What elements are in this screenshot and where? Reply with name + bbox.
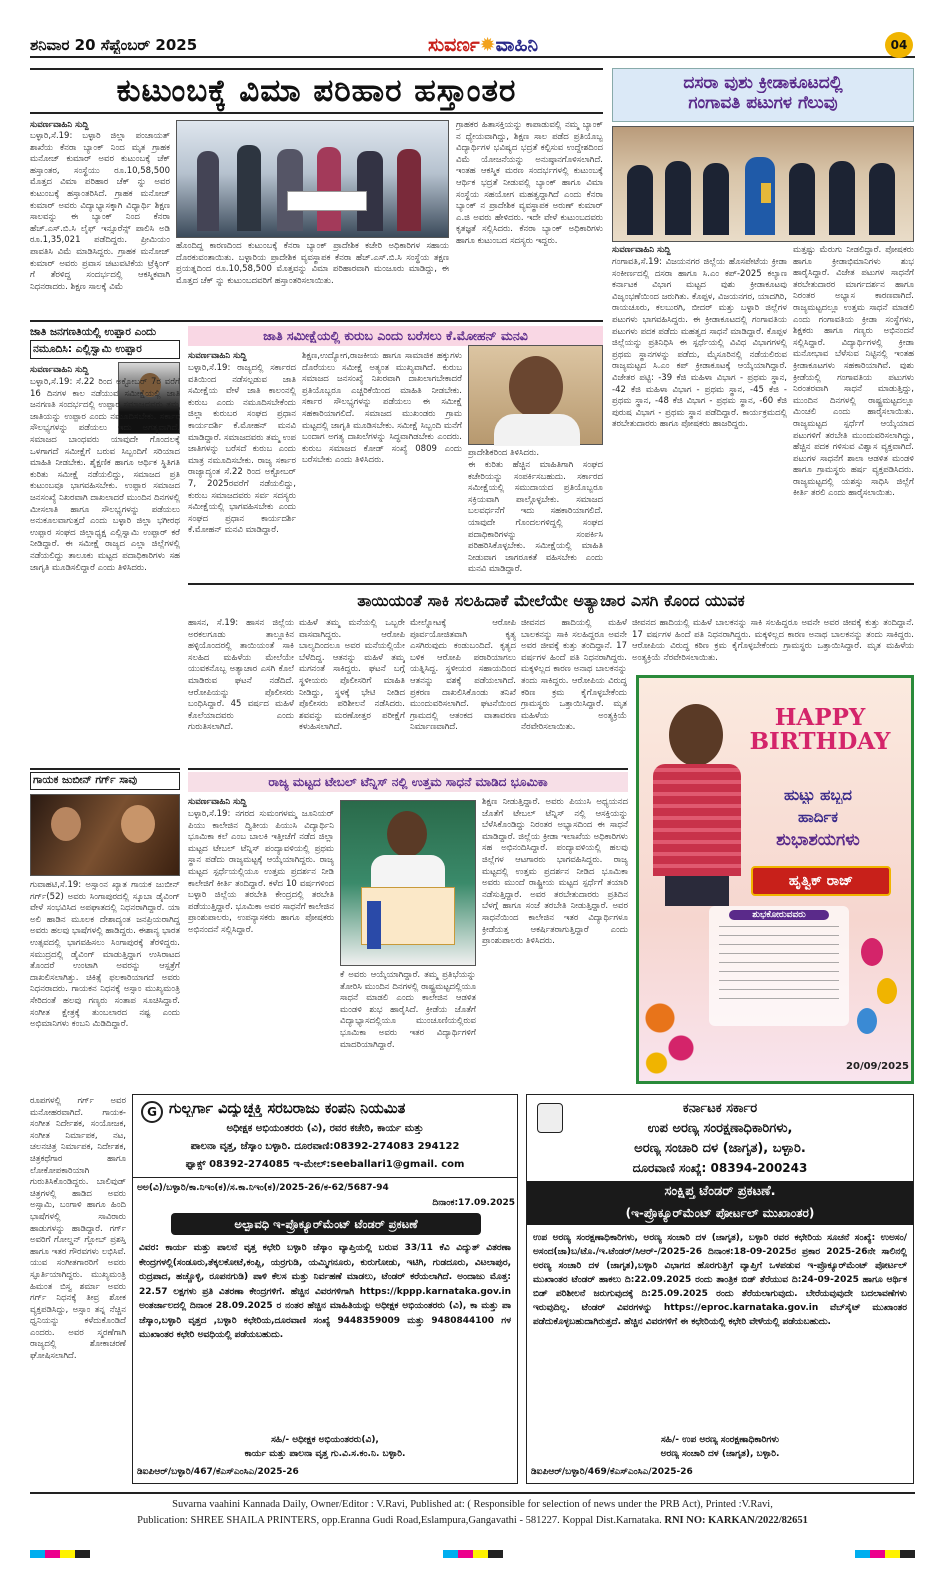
story5-headline: ತಾಯಿಯಂತೆ ಸಾಕಿ ಸಲಹಿದಾಕೆ ಮೇಲೆಯೇ ಅತ್ಯಾಚಾರ ಎಸಗಿ ಕೊಂದ ಯುವಕ <box>357 591 745 610</box>
forest-office-1: ಉಪ ಅರಣ್ಯ ಸಂರಕ್ಷಣಾಧಿಕಾರಿಗಳು, <box>647 1121 793 1136</box>
rni-number: RNI NO: KARKAN/2022/82651 <box>664 1515 808 1526</box>
story2-photo <box>612 126 914 242</box>
paper-logo <box>428 34 538 56</box>
story7-headline-bar <box>188 772 628 792</box>
story6-body-cont: ರೂಪಗಳಲ್ಲಿ ಗರ್ಗ್ ಅವರ ಮನೋಹರವಾಗಿದೆ. ಗಾಯಕ-ಸಂಗೀತ ನಿರ್ದೇಶಕ, ಸಂಯೋಜಕ, ಸಂಗೀತ ನಿರ್ಮಾಪಕ, ನಟ, ಚಲನಚಿತ್ರ ನಿರ್ಮಾಪಕ, ನಿರ್ದೇಶಕ, ಚಿತ್ರಕಥೆಗಾರ ಹಾಗೂ ಲೋಕೋಪಕಾರಿಯಾಗಿ ಗುರುತಿಸಿಕೊಂಡಿದ್ದರು. ಬಾಲಿವುಡ್ ಚಿತ್ರಗಳಲ್ಲಿ ಹಾಡಿದ ಅವರು ಅಸ್ಸಾಮಿ, ಬಂಗಾಳಿ ಹಾಗೂ ಹಿಂದಿ ಭಾಷೆಗಳಲ್ಲಿ ಸಾವಿರಾರು ಹಾಡುಗಳನ್ನು ಹಾಡಿದ್ದಾರೆ. ಗರ್ಗ್ ಅವರಿಗೆ ಗೋಲ್ಡನ್ ಗ್ಲೋಬ್ ಪ್ರಶಸ್ತಿ ಹಾಗೂ ಇತರ ಗೌರವಗಳು ಲಭಿಸಿವೆ. ಯುವ ಸಂಗೀತಗಾರರಿಗೆ ಅವರು ಸ್ಫೂರ್ತಿಯಾಗಿದ್ದರು. ಮುಖ್ಯಮಂತ್ರಿ ಹಿಮಂತ ಬಿಸ್ವ ಶರ್ಮಾ ಅವರು ಗರ್ಗ್ ನಿಧನಕ್ಕೆ ತೀವ್ರ ಶೋಕ ವ್ಯಕ್ತಪಡಿಸಿದ್ದು, ಅಸ್ಸಾಂ ತನ್ನ ನೆಚ್ಚಿನ ಧ್ವನಿಯನ್ನು ಕಳೆದುಕೊಂಡಿದೆ ಎಂದರು. ಅವರ ಸ್ಮರಣೆಗಾಗಿ ರಾಜ್ಯದಲ್ಲಿ ಶೋಕಾಚರಣೆ ಘೋಷಿಸಲಾಗಿದೆ. <box>30 1096 126 1362</box>
story4-photo-caption: ಪ್ರಾದೇಶಿಕರಿಂದ ತಿಳಿಸಿದರು. <box>468 448 540 458</box>
story2-headline-box <box>612 68 914 122</box>
birthday-title: HAPPY BIRTHDAY <box>749 704 891 755</box>
greeting-line-2: ಹಾರ್ದಿಕ <box>798 808 838 826</box>
story6-headline: ಗಾಯಕ ಜುಬೀನ್ ಗರ್ಗ್ ಸಾವು <box>33 774 138 786</box>
imprint-line-1: Suvarna vaahini Kannada Daily, Owner/Editor : V.Ravi, Published at: ( Responsible for selection of news under the PRB Act), Printed :V.Ravi, <box>172 1499 773 1510</box>
story5-headline-bar <box>188 588 914 614</box>
story7-headline: ರಾಜ್ಯ ಮಟ್ಟದ ಟೇಬಲ್ ಟೆನ್ನಿಸ್ ನಲ್ಲಿ ಉತ್ತಮ ಸಾಧನೆ ಮಾಡಿದ ಭೂಮಿಕಾ <box>268 775 548 789</box>
gescom-dipr: ಡಿಐಪಿಆರ್/ಬಳ್ಳಾರಿ/467/ಕೆಎಸ್ಎಂಸಿಎ/2025-26 <box>137 1467 299 1477</box>
story2-dateline: ಸುವರ್ಣವಾಹಿನಿ ಸುದ್ದಿ <box>612 245 671 255</box>
story3-dateline: ಸುವರ್ಣವಾಹಿನಿ ಸುದ್ದಿ <box>30 365 89 375</box>
story2-body-b: ಮತ್ತಷ್ಟು ಮೆರುಗು ನೀಡಲಿದ್ದಾರೆ. ಪೋಷಕರು ಹಾಗೂ ಕ್ರೀಡಾಭಿಮಾನಿಗಳು ಶುಭ ಹಾರೈಸಿದ್ದಾರೆ. ವಿಜೇತ ಪಟುಗಳ ಸಾಧನೆಗೆ ತರಬೇತುದಾರರ ಮಾರ್ಗದರ್ಶನ ಹಾಗೂ ನಿರಂತರ ಅಭ್ಯಾಸ ಕಾರಣವಾಗಿದೆ. ರಾಜ್ಯಮಟ್ಟದಲ್ಲೂ ಉತ್ತಮ ಸಾಧನೆ ಮಾಡಲಿ ಎಂದು ಗಂಗಾವತಿಯ ಕ್ರೀಡಾ ಸಂಸ್ಥೆಗಳು, ಶಿಕ್ಷಕರು ಹಾಗೂ ಗಣ್ಯರು ಅಭಿನಂದನೆ ಸಲ್ಲಿಸಿದ್ದಾರೆ. ವಿದ್ಯಾರ್ಥಿಗಳಲ್ಲಿ ಕ್ರೀಡಾ ಮನೋಭಾವ ಬೆಳೆಸುವ ನಿಟ್ಟಿನಲ್ಲಿ ಇಂತಹ ಕ್ರೀಡಾಕೂಟಗಳು ಸಹಕಾರಿಯಾಗಿವೆ. ವುಶು ಕ್ರೀಡೆಯಲ್ಲಿ ಗಂಗಾವತಿಯ ಪಟುಗಳು ನಿರಂತರವಾಗಿ ಸಾಧನೆ ಮಾಡುತ್ತಿದ್ದು, ಮುಂದಿನ ದಿನಗಳಲ್ಲಿ ರಾಷ್ಟ್ರಮಟ್ಟದಲ್ಲೂ ಮಿಂಚಲಿ ಎಂದು ಹಾರೈಸಲಾಯಿತು. ರಾಜ್ಯಮಟ್ಟದ ಸ್ಪರ್ಧೆಗೆ ಆಯ್ಕೆಯಾದ ಪಟುಗಳಿಗೆ ತರಬೇತಿ ಮುಂದುವರಿಸಲಾಗಿದ್ದು, ಹೆಚ್ಚಿನ ಪದಕ ಗಳಿಸುವ ವಿಶ್ವಾಸ ವ್ಯಕ್ತವಾಗಿದೆ. ಪಟುಗಳ ಸಾಧನೆಗೆ ಶಾಲಾ ಆಡಳಿತ ಮಂಡಳಿ ಹಾಗೂ ಗ್ರಾಮಸ್ಥರು ಹರ್ಷ ವ್ಯಕ್ತಪಡಿಸಿದರು. ರಾಜ್ಯಮಟ್ಟದಲ್ಲಿ ಯಶಸ್ಸು ಸಾಧಿಸಿ ಜಿಲ್ಲೆಗೆ ಕೀರ್ತಿ ತರಲಿ ಎಂದು ಹಾರೈಸಲಾಯಿತು. <box>793 245 914 499</box>
story3-headline-2: ನಮೂದಿಸಿ: ಎಲ್ಲಿಸ್ವಾಮಿ ಉಪ್ಪಾರ <box>30 340 180 359</box>
story7-photo <box>340 800 476 966</box>
story1-body-left: ಬಳ್ಳಾರಿ,ಸೆ.19: ಬಳ್ಳಾರಿ ಜಿಲ್ಲಾ ಪಂಚಾಯತ್ ಶಾಖೆಯ ಕೆನರಾ ಬ್ಯಾಂಕ್ ನಿಂದ ಮೃತ ಗ್ರಾಹಕ ಮನೋಜ್ ಕುಮಾರ್ ಅವರ ಕುಟುಂಬಕ್ಕೆ ಚೆಕ್ ಹಸ್ತಾಂತರ, ಸಂಸ್ಥೆಯು ರೂ.10,58,500 ಮೊತ್ತದ ವಿಮಾ ಪರಿಹಾರ ಚೆಕ್ ನ್ನು ಅವರ ಕುಟುಂಬಕ್ಕೆ ಹಸ್ತಾಂತರಿಸಿದೆ. ಗ್ರಾಹಕ ಮನೋಜ್ ಕುಮಾರ್ ಅವರು ವಿದ್ಯಾಭ್ಯಾಸಕ್ಕಾಗಿ ವಿಧ್ಯಾರ್ಥಿ ಶಿಕ್ಷಣ ಸಾಲವನ್ನು ಈ ಬ್ಯಾಂಕ್ ನಿಂದ ಕೆನರಾ ಹೆಚ್.ಎಸ್.ಬಿ.ಸಿ ಲೈಫ್ ಇನ್ಸೂರೆನ್ಸ್ ಪಾಲಿಸಿ ಅಡಿ ರೂ.1,35,021 ಪಡೆದಿದ್ದರು. ಪ್ರೀಮಿಯಂ ಪಾವತಿಸಿ ವಿಮೆ ಮಾಡಿಸಿದ್ದರು. ಗ್ರಾಹಕ ಮನೋಜ್ ಕುಮಾರ್ ಅವರು ಪ್ರವಾಸ ಚಟುವಟಿಕೆಯ ಟ್ರೆಕ್ಕಿಂಗ್ ಗೆ ತೆರಳಿದ್ದ ಸಂದರ್ಭದಲ್ಲಿ ಆಕಸ್ಮಿಕವಾಗಿ ನಿಧನರಾದರು. ಶಿಕ್ಷಣ ಸಾಲಕ್ಕೆ ವಿಮೆ <box>30 131 170 292</box>
story5-body-b: ಮಹಿಳೆ ತಮ್ಮ ಮನೆಯಲ್ಲಿ ಒಬ್ಬರೇ ವಾಸವಾಗಿದ್ದರು. ಆರೋಪಿ ಬಾಲ್ಯದಿಂದಲೂ ಅವರ ಮನೆಯಲ್ಲಿಯೇ ಬೆಳೆದಿದ್ದ. ಆತನನ್ನು ಮಹಿಳೆ ತಮ್ಮ ಮಗನಂತೆ ಸಾಕಿದ್ದರು. ಘಟನೆ ಬಗ್ಗೆ ಸ್ಥಳೀಯರು ಪೊಲೀಸರಿಗೆ ಮಾಹಿತಿ ನೀಡಿದ್ದು, ಸ್ಥಳಕ್ಕೆ ಭೇಟಿ ನೀಡಿದ ಪೊಲೀಸರು ಪರಿಶೀಲನೆ ನಡೆಸಿದರು. ಶವವನ್ನು ಮರಣೋತ್ತರ ಪರೀಕ್ಷೆಗೆ ಕಳುಹಿಸಲಾಗಿದೆ. <box>299 618 405 733</box>
story6-body: ಗುವಾಹಟಿ,ಸೆ.19: ಅಸ್ಸಾಂನ ಖ್ಯಾತ ಗಾಯಕ ಜುಬೀನ್ ಗರ್ಗ್(52) ಅವರು ಸಿಂಗಾಪುರದಲ್ಲಿ ಸ್ಕೂಬಾ ಡೈವಿಂಗ್ ವೇಳೆ ಸಂಭವಿಸಿದ ಅಪಘಾತದಲ್ಲಿ ನಿಧನರಾಗಿದ್ದಾರೆ. ಯಾ ಅಲಿ ಹಾಡಿನ ಮೂಲಕ ದೇಶಾದ್ಯಂತ ಜನಪ್ರಿಯರಾಗಿದ್ದ ಅವರು ಹಲವು ಭಾಷೆಗಳಲ್ಲಿ ಹಾಡಿದ್ದರು. ಈಶಾನ್ಯ ಭಾರತ ಉತ್ಸವದಲ್ಲಿ ಭಾಗವಹಿಸಲು ಸಿಂಗಾಪುರಕ್ಕೆ ತೆರಳಿದ್ದರು. ಸಮುದ್ರದಲ್ಲಿ ಡೈವಿಂಗ್ ಮಾಡುತ್ತಿದ್ದಾಗ ಉಸಿರಾಟದ ತೊಂದರೆ ಉಂಟಾಗಿ ಅವರನ್ನು ಆಸ್ಪತ್ರೆಗೆ ದಾಖಲಿಸಲಾಗಿತ್ತು. ಚಿಕಿತ್ಸೆ ಫಲಕಾರಿಯಾಗದೆ ಅವರು ನಿಧನರಾದರು. ಗಾಯಕನ ನಿಧನಕ್ಕೆ ಅಸ್ಸಾಂ ಮುಖ್ಯಮಂತ್ರಿ ಸೇರಿದಂತೆ ಹಲವು ಗಣ್ಯರು ಸಂತಾಪ ಸೂಚಿಸಿದ್ದಾರೆ. ಸಂಗೀತ ಕ್ಷೇತ್ರಕ್ಕೆ ತುಂಬಲಾರದ ನಷ್ಟ ಎಂದು ಅಭಿಮಾನಿಗಳು ಕಂಬನಿ ಮಿಡಿದಿದ್ದಾರೆ. <box>30 880 180 1030</box>
name-banner <box>751 866 891 896</box>
imprint <box>30 1497 915 1537</box>
story7-body-b: ಕೆ ಅವರು ಆಯ್ಕೆಯಾಗಿದ್ದಾರೆ. ತಮ್ಮ ಪ್ರತಿಭೆಯನ್ನು ತೋರಿಸಿ ಮುಂದಿನ ದಿನಗಳಲ್ಲಿ ರಾಷ್ಟ್ರಮಟ್ಟದಲ್ಲಿಯೂ ಸಾಧನೆ ಮಾಡಲಿ ಎಂದು ಕಾಲೇಜಿನ ಆಡಳಿತ ಮಂಡಳಿ ಶುಭ ಹಾರೈಸಿದೆ. ಕ್ರೀಡೆಯ ಜೊತೆಗೆ ವಿದ್ಯಾಭ್ಯಾಸದಲ್ಲಿಯೂ ಮುಂಚೂಣಿಯಲ್ಲಿರುವ ಭೂಮಿಕಾ ಅವರು ಇತರ ವಿದ್ಯಾರ್ಥಿಗಳಿಗೆ ಮಾದರಿಯಾಗಿದ್ದಾರೆ. <box>340 970 476 1050</box>
story7-dateline: ಸುವರ್ಣವಾಹಿನಿ ಸುದ್ದಿ <box>188 797 247 807</box>
forest-body: ಉಪ ಅರಣ್ಯ ಸಂರಕ್ಷಣಾಧಿಕಾರಿಗಳು, ಅರಣ್ಯ ಸಂಚಾರಿ ದಳ (ಜಾಗೃತ), ಬಳ್ಳಾರಿ ರವರ ಕಛೇರಿಯ ಸೂಚನೆ ಸಂಖ್ಯೆ: ಉಅಸಂ/ಅಸಂದ(ಜಾ)ಬ/ಟೊ./ಇ.ಟೆಂಡರ್/ಸಿಆರ್-/2025-26 ದಿನಾಂಕ:18-09-2025ರ ಪ್ರಕಾರ 2025-26ನೇ ಸಾಲಿನಲ್ಲಿ ಅರಣ್ಯ ಸಂಚಾರಿ ದಳ (ಜಾಗೃತ),ಬಳ್ಳಾರಿ ವಿಭಾಗದ ಹೊರಗುತ್ತಿಗೆ ವ್ಯಾಪ್ತಿಗೆ ಒಳಪಡುವ ಇ-ಪ್ರೊಕ್ಯೂರ್‌ಮೆಂಟ್ ಪೋರ್ಟಲ್ ಮುಖಾಂತರ ಟೆಂಡರ್ ಹಾಕಲು ದಿ:22.09.2025 ರಂದು ತಾಂತ್ರಿಕ ಬಿಡ್ ತೆರೆಯುವ ದಿ:24-09-2025 ಹಾಗೂ ಆರ್ಥಿಕ ಬಿಡ್ ಪರಿಶೀಲನೆ ಜರುಗುವುದಕ್ಕೆ ದಿ:25.09.2025 ರಂದು ತೆರೆಯಲಾಗುವುದು. ಬೇರೆಯವುವುದೇ ಬದಲಾವಣೆಗಳು ಇರುವುದಿಲ್ಲ. ಟೆಂಡರ್ ವಿವರಗಳನ್ನು https://eproc.karnataka.gov.in ವೆಬ್‌ಸೈಟ್ ಮುಖಾಂತರ ಪಡೆದುಕೊಳ್ಳಬಹುದಾಗಿರುತ್ತದೆ. ಹೆಚ್ಚಿನ ವಿವರಗಳಿಗೆ ಈ ಕಛೇರಿಯಲ್ಲಿ ಕಛೇರಿ ವೇಳೆಯಲ್ಲಿ ಪಡೆಯಬಹುದು. <box>533 1233 907 1327</box>
flame-icon: ✹ <box>479 34 496 56</box>
gescom-body: ವಿವರ: ಕಾರ್ಯ ಮತ್ತು ಪಾಲನೆ ವೃತ್ತ ಕಛೇರಿ ಬಳ್ಳಾರಿ ಜೆಸ್ಕಾಂ ವ್ಯಾಪ್ತಿಯಲ್ಲಿ ಬರುವ 33/11 ಕೆವಿ ವಿದ್ಯುತ್ ವಿತರಣಾ ಕೇಂದ್ರಗಳಲ್ಲಿ(ಸಂಡೂರು,ತೆಕ್ಕಲಕೋಟೆ,ಕಂಪ್ಲಿ, ಯರ್ರಗುಡಿ, ಯಮ್ಮಿಗನೂರು, ಕುರುಗೋಡು, ಇಟಿಗಿ, ಗುಡದೂರು, ವಿಟಲಾಪುರ, ರುದ್ರಪಾದ, ಹಚ್ಚೊಳ್ಳಿ, ರೂಪನಗುಡಿ) ಪಾಳಿ ಕೆಲಸ ಮತ್ತು ನಿರ್ವಹಣೆ ಮಾಡಲು, ಟೆಂಡರ್ ಕರೆಯಲಾಗಿದೆ. ಅಂದಾಜು ಮೊತ್ತ: 22.57 ಲಕ್ಷಗಳು ಪ್ರತಿ ವಿತರಣಾ ಕೇಂದ್ರಗಳಿಗೆ. ಹೆಚ್ಚಿನ ವಿವರಗಳಿಗಾಗಿ https://kppp.karnataka.gov.in ಅಂತರ್ಜಾಲದಲ್ಲಿ ದಿನಾಂಕ 28.09.2025 ರ ನಂತರ ಹೆಚ್ಚಿನ ಮಾಹಿತಿಯನ್ನು ಅಧೀಕ್ಷಕ ಅಭಿಯಂತರರು (ವಿ), ಕಾ ಮತ್ತು ಪಾ ಜೆಸ್ಕಾಂ,ಬಳ್ಳಾರಿ ವೃತ್ತದ ,ಬಳ್ಳಾರಿ ಕಛೇರಿಯ,ದೂರವಾಣಿ ಸಂಖ್ಯೆ 9448359009 ಮತ್ತು 9480844100 ಗಳ ಮುಖಾಂತರ ಕಛೇರಿ ಅವಧಿಯಲ್ಲಿ ಪಡೆಯಬಹುದು. <box>139 1243 511 1340</box>
gescom-signature-1: ಸಹಿ/- ಅಧೀಕ್ಷಕ ಅಭಿಯಂತರರು(ವಿ), <box>271 1435 379 1445</box>
paper-name-1: ಸುವರ್ಣ <box>428 34 480 56</box>
forest-signature-2: ಅರಣ್ಯ ಸಂಚಾರಿ ದಳ (ಜಾಗೃತ), ಬಳ್ಳಾರಿ. <box>660 1449 780 1459</box>
story1-headline: ಕುಟುಂಬಕ್ಕೆ ವಿಮಾ ಪರಿಹಾರ ಹಸ್ತಾಂತರ <box>116 73 517 109</box>
gescom-date: ದಿನಾಂಕ:17.09.2025 <box>432 1198 515 1208</box>
story2-headline-2: ಗಂಗಾವತಿ ಪಟುಗಳ ಗೆಲುವು <box>688 93 838 113</box>
registration-marks <box>30 1550 915 1562</box>
forest-office-2: ಅರಣ್ಯ ಸಂಚಾರಿ ದಳ (ಜಾಗೃತ), ಬಳ್ಳಾರಿ. <box>634 1141 806 1156</box>
divider <box>30 768 180 770</box>
masthead <box>30 34 915 58</box>
balloon-icon <box>861 938 883 966</box>
wishers-label: ಶುಭಕೋರುವವರು <box>729 910 829 920</box>
story7-body-a: ಬಳ್ಳಾರಿ,ಸೆ.19: ನಗರದ ಸುಮಂಗಳಮ್ಮ ಜೂನಿಯರ್ ಪಿಯು ಕಾಲೇಜಿನ ದ್ವಿತೀಯ ಪಿಯುಸಿ ವಿದ್ಯಾರ್ಥಿನಿ ಭೂಮಿಕಾ ಕಲೆ ಎಂಬ ಬಾಲಕಿ ಇತ್ತೀಚೆಗೆ ನಡೆದ ಜಿಲ್ಲಾ ಮಟ್ಟದ ಟೇಬಲ್ ಟೆನ್ನಿಸ್ ಪಂದ್ಯಾವಳಿಯಲ್ಲಿ ಪ್ರಥಮ ಸ್ಥಾನ ಪಡೆದು ರಾಜ್ಯಮಟ್ಟಕ್ಕೆ ಆಯ್ಕೆಯಾಗಿದ್ದರು. ರಾಜ್ಯ ಮಟ್ಟದ ಸ್ಪರ್ಧೆಯಲ್ಲಿಯೂ ಉತ್ತಮ ಪ್ರದರ್ಶನ ನೀಡಿ ಕಾಲೇಜಿಗೆ ಕೀರ್ತಿ ತಂದಿದ್ದಾರೆ. ಕಳೆದ 10 ವರ್ಷಗಳಿಂದ ಬಳ್ಳಾರಿ ಜಿಲ್ಲೆಯ ತರಬೇತಿ ಕೇಂದ್ರದಲ್ಲಿ ತರಬೇತಿ ಪಡೆಯುತ್ತಿದ್ದಾರೆ. ಭೂಮಿಕಾ ಅವರ ಸಾಧನೆಗೆ ಕಾಲೇಜಿನ ಪ್ರಾಂಶುಪಾಲರು, ಉಪನ್ಯಾಸಕರು ಹಾಗೂ ಪೋಷಕರು ಅಭಿನಂದನೆ ಸಲ್ಲಿಸಿದ್ದಾರೆ. <box>188 809 334 935</box>
story5-body-a: ಹಾಸನ, ಸೆ.19: ಹಾಸನ ಜಿಲ್ಲೆಯ ಅರಕಲಗೂಡು ತಾಲ್ಲೂಕಿನ ಹಳ್ಳಿಯೊಂದರಲ್ಲಿ ತಾಯಿಯಂತೆ ಸಾಕಿ ಸಲಹಿದ ಮಹಿಳೆಯ ಮೇಲೆಯೇ ಯುವಕನೊಬ್ಬ ಅತ್ಯಾಚಾರ ಎಸಗಿ ಕೊಲೆ ಮಾಡಿರುವ ಘಟನೆ ನಡೆದಿದೆ. ಆರೋಪಿಯನ್ನು ಪೊಲೀಸರು ಬಂಧಿಸಿದ್ದಾರೆ. 45 ವರ್ಷದ ಮಹಿಳೆ ಕೊಲೆಯಾದವರು ಎಂದು ಗುರುತಿಸಲಾಗಿದೆ. <box>188 618 294 733</box>
gescom-ref: ಅಅ(ವಿ)/ಬಳ್ಳಾರಿ/ಕಾ.ನಿಇಂ(ಕ)/ಸ.ಕಾ.ನಿಇಂ(ಕ)/2025-26/ಕ-62/5687-94 <box>137 1183 389 1193</box>
story5-body-e: ಜೀವನದ ಹಾದಿಯಲ್ಲಿ ಮಹಿಳೆ ಬಾಲಕನನ್ನು ಸಾಕಿ ಸಲಹಿದ್ದರೂ ಅವನೇ ಅವರ ಜೀವಕ್ಕೆ ಕುತ್ತು ತಂದಿದ್ದಾನೆ. 17 ವರ್ಷಗಳ ಹಿಂದೆ ಪತಿ ನಿಧನರಾಗಿದ್ದರು. ಮಕ್ಕಳಿಲ್ಲದ ಕಾರಣ ಅನಾಥ ಬಾಲಕನನ್ನು ತಂದು ಸಾಕಿದ್ದರು. ಆರೋಪಿಯ ವಿರುದ್ಧ ಕಠಿಣ ಕ್ರಮ ಕೈಗೊಳ್ಳಬೇಕೆಂದು ಗ್ರಾಮಸ್ಥರು ಒತ್ತಾಯಿಸಿದ್ದಾರೆ. ಮೃತ ಮಹಿಳೆಯ ಅಂತ್ಯಕ್ರಿಯೆ ನೆರವೇರಿಸಲಾಯಿತು. <box>632 618 914 663</box>
gescom-signature-2: ಕಾರ್ಯ ಮತ್ತು ಪಾಲನಾ ವೃತ್ತ ಗು.ವಿ.ಸ.ಕಂ.ನಿ. ಬಳ್ಳಾರಿ. <box>244 1449 406 1459</box>
gescom-office-1: ಅಧೀಕ್ಷಕ ಅಭಿಯಂತರರು (ವಿ), ರವರ ಕಚೇರಿ, ಕಾರ್ಯ ಮತ್ತು <box>226 1123 424 1134</box>
divider <box>188 768 628 770</box>
story1-photo <box>176 120 449 238</box>
story6-photo <box>30 794 180 876</box>
paper-name-2: ವಾಹಿನಿ <box>495 34 539 56</box>
balloon-icon <box>877 978 897 1004</box>
story1-headline-bar <box>30 68 603 114</box>
gescom-contact: ಫ್ಯಾಕ್ಸ್ 08392-274085 ಇ-ಮೇಲ್:seeballari1@gmail. com <box>185 1159 465 1170</box>
story4-photo <box>468 345 603 445</box>
divider <box>188 583 914 585</box>
story4-body-b: ಶಿಕ್ಷಣ,ಉದ್ಯೋಗ,ರಾಜಕೀಯ ಹಾಗೂ ಸಾಮಾಜಿಕ ಹಕ್ಕುಗಳು ದೊರೆಯಲು ಸಮೀಕ್ಷೆ ಅತ್ಯಂತ ಮುಖ್ಯವಾಗಿದೆ. ಕುರುಬ ಸಮಾಜದ ಜನಸಂಖ್ಯೆ ನಿಖರವಾಗಿ ದಾಖಲಾಗಬೇಕಾದರೆ ಪ್ರತಿಯೊಬ್ಬರೂ ಎಚ್ಚರಿಕೆಯಿಂದ ಮಾಹಿತಿ ನೀಡಬೇಕು. ಸರ್ಕಾರ ಸೌಲಭ್ಯಗಳನ್ನು ಪಡೆಯಲು ಈ ಸಮೀಕ್ಷೆ ಸಹಕಾರಿಯಾಗಲಿದೆ. ಸಮಾಜದ ಮುಖಂಡರು ಗ್ರಾಮ ಮಟ್ಟದಲ್ಲಿ ಜಾಗೃತಿ ಮೂಡಿಸಬೇಕು. ಸಮೀಕ್ಷೆ ಸಿಬ್ಬಂದಿ ಮನೆಗೆ ಬಂದಾಗ ಅಗತ್ಯ ದಾಖಲೆಗಳನ್ನು ಸಿದ್ಧವಾಗಿಡಬೇಕು ಎಂದರು. ಕುರುಬ ಸಮಾಜದ ಕೋಡ್ ಸಂಖ್ಯೆ 0809 ಎಂದು ಬರೆಸಬೇಕು ಎಂದು ತಿಳಿಸಿದರು. <box>302 351 462 466</box>
story1-body-right: ಗ್ರಾಹಕರ ಹಿತಾಸಕ್ತಿಯನ್ನು ಕಾಪಾಡುವಲ್ಲಿ ನಮ್ಮ ಬ್ಯಾಂಕ್ ನ ಧ್ಯೇಯವಾಗಿದ್ದು, ಶಿಕ್ಷಣ ಸಾಲ ಪಡೆದ ಪ್ರತಿಯೊಬ್ಬ ವಿದ್ಯಾರ್ಥಿಗಳ ಭವಿಷ್ಯದ ಭದ್ರತೆ ಕಲ್ಪಿಸುವ ಉದ್ದೇಶದಿಂದ ವಿಮೆ ಯೋಜನೆಯನ್ನು ಅನುಷ್ಠಾನಗೊಳಿಸಲಾಗಿದೆ. ಇಂತಹ ಆಕಸ್ಮಿಕ ಮರಣ ಸಂದರ್ಭಗಳಲ್ಲಿ ಕುಟುಂಬಕ್ಕೆ ಆರ್ಥಿಕ ಭದ್ರತೆ ನೀಡುವಲ್ಲಿ ಬ್ಯಾಂಕ್ ಹಾಗೂ ವಿಮಾ ಸಂಸ್ಥೆಯ ಸಹಯೋಗ ಮಹತ್ವದ್ದಾಗಿದೆ ಎಂದು ಕೆನರಾ ಬ್ಯಾಂಕ್ ನ ಪ್ರಾದೇಶಿಕ ವ್ಯವಸ್ಥಾಪಕ ಅರುಣ್ ಕುಮಾರ್ ಎ.ಜಿ ಅವರು ಹೇಳಿದರು. ಇದೇ ವೇಳೆ ಕುಟುಂಬದವರು ಕೃತಜ್ಞತೆ ಸಲ್ಲಿಸಿದರು. ಕೆನರಾ ಬ್ಯಾಂಕ್ ಅಧಿಕಾರಿಗಳು ಹಾಗೂ ಕುಟುಂಬದ ಸದಸ್ಯರು ಇದ್ದರು. <box>456 120 603 246</box>
wishers-box <box>709 906 849 1026</box>
story4-body-c: ಈ ಕುರಿತು ಹೆಚ್ಚಿನ ಮಾಹಿತಿಗಾಗಿ ಸಂಘದ ಕಚೇರಿಯನ್ನು ಸಂಪರ್ಕಿಸಬಹುದು. ಸರ್ಕಾರದ ಸಮೀಕ್ಷೆಯಲ್ಲಿ ಸಮುದಾಯದ ಪ್ರತಿಯೊಬ್ಬರೂ ಸಕ್ರಿಯವಾಗಿ ಪಾಲ್ಗೊಳ್ಳಬೇಕು. ಸಮಾಜದ ಬಲವರ್ಧನೆಗೆ ಇದು ಸಹಕಾರಿಯಾಗಲಿದೆ. ಯಾವುದೇ ಗೊಂದಲಗಳಿದ್ದಲ್ಲಿ ಸಂಘದ ಪದಾಧಿಕಾರಿಗಳನ್ನು ಸಂಪರ್ಕಿಸಿ ಪರಿಹರಿಸಿಕೊಳ್ಳಬೇಕು. ಸಮೀಕ್ಷೆಯಲ್ಲಿ ಮಾಹಿತಿ ನೀಡುವಾಗ ಜಾಗರೂಕತೆ ವಹಿಸಬೇಕು ಎಂದು ಮನವಿ ಮಾಡಿದ್ದಾರೆ. <box>468 460 603 575</box>
flowers <box>639 978 709 1078</box>
child-photo <box>647 698 747 908</box>
issue-date: ಶನಿವಾರ 20 ಸೆಪ್ಟೆಂಬರ್ 2025 <box>30 36 198 54</box>
forest-gov: ಕರ್ನಾಟಕ ಸರ್ಕಾರ <box>682 1101 758 1116</box>
gescom-office-2: ಪಾಲನಾ ವೃತ್ತ, ಜೆಸ್ಕಾಂ ಬಳ್ಳಾರಿ. ದೂರವಾಣಿ:08392-274083 294122 <box>190 1141 460 1152</box>
gescom-tender-ad <box>132 1094 518 1484</box>
forest-banner: ಸಂಕ್ಷಿಪ್ತ ಟೆಂಡರ್ ಪ್ರಕಟಣೆ. (ಇ-ಪ್ರೊಕ್ಯೂರ್‌ಮೆಂಟ್ ಪೋರ್ಟಲ್ ಮುಖಾಂತರ) <box>527 1181 913 1225</box>
story7-body-c: ಶಿಕ್ಷಣ ನೀಡುತ್ತಿದ್ದಾರೆ. ಅವರು ಪಿಯುಸಿ ಅಧ್ಯಯನದ ಜೊತೆಗೆ ಟೇಬಲ್ ಟೆನ್ನಿಸ್ ನಲ್ಲಿ ಆಸಕ್ತಿಯನ್ನು ಬೆಳೆಸಿಕೊಂಡಿದ್ದು ನಿರಂತರ ಅಭ್ಯಾಸದಿಂದ ಈ ಸಾಧನೆ ಮಾಡಿದ್ದಾರೆ. ಜಿಲ್ಲೆಯ ಕ್ರೀಡಾ ಇಲಾಖೆಯ ಅಧಿಕಾರಿಗಳು ಸಹ ಅಭಿನಂದಿಸಿದ್ದಾರೆ. ಪಂದ್ಯಾವಳಿಯಲ್ಲಿ ಹಲವು ಜಿಲ್ಲೆಗಳ ಆಟಗಾರರು ಭಾಗವಹಿಸಿದ್ದರು. ರಾಜ್ಯ ಮಟ್ಟದಲ್ಲಿ ಉತ್ತಮ ಪ್ರದರ್ಶನ ನೀಡಿದ ಭೂಮಿಕಾ ಅವರು ಮುಂದೆ ರಾಷ್ಟ್ರೀಯ ಮಟ್ಟದ ಸ್ಪರ್ಧೆಗೆ ತಯಾರಿ ನಡೆಸುತ್ತಿದ್ದಾರೆ. ಅವರ ತರಬೇತುದಾರರು ಪ್ರತಿದಿನ ಬೆಳಗ್ಗೆ ಹಾಗೂ ಸಂಜೆ ತರಬೇತಿ ನೀಡುತ್ತಿದ್ದಾರೆ. ಅವರ ಸಾಧನೆಯಿಂದ ಕಾಲೇಜಿನ ಇತರ ವಿದ್ಯಾರ್ಥಿಗಳೂ ಕ್ರೀಡೆಯತ್ತ ಆಕರ್ಷಿತರಾಗುತ್ತಿದ್ದಾರೆ ಎಂದು ಪ್ರಾಂಶುಪಾಲರು ತಿಳಿಸಿದರು. <box>482 797 628 947</box>
gescom-logo-icon: G <box>141 1101 163 1123</box>
greeting-line-1: ಹುಟ್ಟು ಹಬ್ಬದ <box>784 786 852 804</box>
birthday-date: 20/09/2025 <box>846 1061 909 1072</box>
divider <box>30 1492 915 1494</box>
forest-dipr: ಡಿಐಪಿಆರ್/ಬಳ್ಳಾರಿ/469/ಕೆಎಸ್ಎಂಸಿಎ/2025-26 <box>531 1467 693 1477</box>
forest-signature-1: ಸಹಿ/- ಉಪ ಅರಣ್ಯ ಸಂರಕ್ಷಣಾಧಿಕಾರಿಗಳು <box>661 1435 779 1445</box>
story2-body-a: ಗಂಗಾವತಿ,ಸೆ.19: ವಿಜಯನಗರ ಜಿಲ್ಲೆಯ ಹೊಸಪೇಟೆಯ ಕ್ರೀಡಾ ಸಂಕೀರ್ಣದಲ್ಲಿ ದಸರಾ ಹಾಗೂ ಸಿ.ಎಂ ಕಪ್-2025 ಕಲ್ಯಾಣ ಕರ್ನಾಟಕ ವಿಭಾಗ ಮಟ್ಟದ ವುಶು ಕ್ರೀಡಾಕೂಟವು ವಿಜೃಂಭಣೆಯಿಂದ ಜರುಗಿತು. ಕೊಪ್ಪಳ, ವಿಜಯನಗರ, ಯಾದಗಿರಿ, ರಾಯಚೂರು, ಕಲಬುರಗಿ, ಬೀದರ್ ಮತ್ತು ಬಳ್ಳಾರಿ ಜಿಲ್ಲೆಗಳ ಪಟುಗಳು ಭಾಗವಹಿಸಿದ್ದರು. ಈ ಕ್ರೀಡಾಕೂಟದಲ್ಲಿ ಗಂಗಾವತಿಯ ಪಟುಗಳು ಪದಕ ಪಡೆದು ಮಹತ್ವದ ಸಾಧನೆ ಮಾಡಿದ್ದಾರೆ. ಕೊಪ್ಪಳ ಜಿಲ್ಲೆಯನ್ನು ಪ್ರತಿನಿಧಿಸಿ ಈ ಸ್ಪರ್ಧೆಯಲ್ಲಿ ವಿವಿಧ ವಿಭಾಗಗಳಲ್ಲಿ ಪ್ರಥಮ ಸ್ಥಾನಗಳನ್ನು ಪಡೆದು, ಮೈಸೂರಿನಲ್ಲಿ ನಡೆಯಲಿರುವ ರಾಜ್ಯಮಟ್ಟದ ಸಿ.ಎಂ ಕಪ್ ಕ್ರೀಡಾಕೂಟಕ್ಕೆ ಆಯ್ಕೆಯಾಗಿದ್ದಾರೆ. ವಿಜೇತರ ಪಟ್ಟಿ: -39 ಕೆಜಿ ಮಹಿಳಾ ವಿಭಾಗ - ಪ್ರಥಮ ಸ್ಥಾನ, -42 ಕೆಜಿ ಮಹಿಳಾ ವಿಭಾಗ - ಪ್ರಥಮ ಸ್ಥಾನ, -45 ಕೆಜಿ - ಪ್ರಥಮ ಸ್ಥಾನ, -48 ಕೆಜಿ ವಿಭಾಗ - ಪ್ರಥಮ ಸ್ಥಾನ, -60 ಕೆಜಿ ಪುರುಷ ವಿಭಾಗ - ಪ್ರಥಮ ಸ್ಥಾನ ಪಡೆದಿದ್ದಾರೆ. ಕಾರ್ಯಕ್ರಮದಲ್ಲಿ ತರಬೇತುದಾರರು ಹಾಗೂ ಪೋಷಕರು ಹಾಜರಿದ್ದರು. <box>612 257 787 430</box>
page-number: 04 <box>885 32 913 58</box>
story2-headline-1: ದಸರಾ ವುಶು ಕ್ರೀಡಾಕೂಟದಲ್ಲಿ <box>683 73 843 93</box>
story3-body: ಬಳ್ಳಾರಿ,ಸೆ.19: ಸೆ.22 ರಿಂದ ಅಕ್ಟೋಬರ್ 7ರ ವರೆಗೆ 16 ದಿನಗಳ ಕಾಲ ನಡೆಯುವ ಸಮೀಕ್ಷೆಯಲ್ಲಿ ಜಾತಿ ಜನಗಣತಿ ಸಂದರ್ಭದಲ್ಲಿ ಉಪ್ಪಾರ ಸಮಾಜದವರು ತಮ್ಮ ಜಾತಿಯನ್ನು ಉಪ್ಪಾರ ಎಂದು ನಮೂದಿಸಬೇಕು. ಸರ್ಕಾರ ಸೌಲಭ್ಯಗಳನ್ನು ಪಡೆಯಲು ಇದು ಅಗತ್ಯವಾಗಿದೆ. ಸಮಾಜದ ಬಾಂಧವರು ಯಾವುದೇ ಗೊಂದಲಕ್ಕೆ ಒಳಗಾಗದೆ ಸಮೀಕ್ಷೆಗೆ ಬರುವ ಸಿಬ್ಬಂದಿಗೆ ಸರಿಯಾದ ಮಾಹಿತಿ ನೀಡಬೇಕು. ಶೈಕ್ಷಣಿಕ ಹಾಗೂ ಆರ್ಥಿಕ ಸ್ಥಿತಿಗತಿ ಕುರಿತು ಸಮೀಕ್ಷೆ ನಡೆಯಲಿದ್ದು, ಸಮಾಜದ ಪ್ರತಿ ಕುಟುಂಬವೂ ಭಾಗವಹಿಸಬೇಕು. ಉಪ್ಪಾರ ಸಮಾಜದ ಜನಸಂಖ್ಯೆ ನಿಖರವಾಗಿ ದಾಖಲಾದರೆ ಮುಂದಿನ ದಿನಗಳಲ್ಲಿ ಮೀಸಲಾತಿ ಹಾಗೂ ಸೌಲಭ್ಯಗಳನ್ನು ಪಡೆಯಲು ಅನುಕೂಲವಾಗುತ್ತದೆ ಎಂದು ಬಳ್ಳಾರಿ ಜಿಲ್ಲಾ ಭಗೀರಥ ಉಪ್ಪಾರ ಸಂಘದ ಜಿಲ್ಲಾಧ್ಯಕ್ಷ ಎಲ್ಲಿಸ್ವಾಮಿ ಉಪ್ಪಾರ್ ಕರೆ ನೀಡಿದ್ದಾರೆ. ಈ ಸಮೀಕ್ಷೆ ರಾಜ್ಯದ ಎಲ್ಲಾ ಜಿಲ್ಲೆಗಳಲ್ಲಿ ನಡೆಯಲಿದ್ದು ತಾಲೂಕು ಮಟ್ಟದ ಪದಾಧಿಕಾರಿಗಳು ಸಹ ಜಾಗೃತಿ ಮೂಡಿಸಲಿದ್ದಾರೆ ಎಂದು ತಿಳಿಸಿದರು. <box>30 377 180 573</box>
story6-headline-box <box>30 772 180 790</box>
story4-body-a: ಬಳ್ಳಾರಿ,ಸೆ.19: ರಾಜ್ಯದಲ್ಲಿ ಸರ್ಕಾರದ ವತಿಯಿಂದ ನಡೆಸಲ್ಪಡುವ ಜಾತಿ ಸಮೀಕ್ಷೆಯ ವೇಳೆ ಜಾತಿ ಕಾಲಂನಲ್ಲಿ ಕುರುಬ ಎಂದು ನಮೂದಿಸಬೇಕೆಂದು ಜಿಲ್ಲಾ ಕುರುಬರ ಸಂಘದ ಪ್ರಧಾನ ಕಾರ್ಯದರ್ಶಿ ಕೆ.ಮೋಹನ್ ಮನವಿ ಮಾಡಿದ್ದಾರೆ. ಸಮಾಜದವರು ತಮ್ಮ ಉಪ ಜಾತಿಗಳನ್ನು ಬರೆಸದೆ ಕುರುಬ ಎಂದು ಮಾತ್ರ ನಮೂದಿಸಬೇಕು. ರಾಜ್ಯ ಸರ್ಕಾರ ರಾಜ್ಯಾದ್ಯಂತ ಸೆ.22 ರಿಂದ ಅಕ್ಟೋಬರ್ 7, 2025ರವರೆಗೆ ನಡೆಯಲಿದ್ದು, ಕುರುಬ ಸಮಾಜದವರು ಸರ್ವ ಸದಸ್ಯರು ಸಮೀಕ್ಷೆಯಲ್ಲಿ ಭಾಗವಹಿಸಬೇಕು ಎಂದು ಸಂಘದ ಪ್ರಧಾನ ಕಾರ್ಯದರ್ಶಿ ಕೆ.ಮೋಹನ್ ಮನವಿ ಮಾಡಿದ್ದಾರೆ. <box>188 363 296 536</box>
story4-headline-bar <box>188 326 603 346</box>
story1-dateline: ಸುವರ್ಣವಾಹಿನಿ ಸುದ್ದಿ <box>30 120 89 130</box>
balloon-icon <box>857 1008 877 1034</box>
imprint-line-2: Publication: SHREE SHAILA PRINTERS, opp.Eranna Gudi Road,Eslampura,Gangavathi - 581227. Koppal Dist.Karnataka. <box>137 1515 662 1526</box>
divider <box>30 320 603 322</box>
story5-body-d: ಜೀವನದ ಹಾದಿಯಲ್ಲಿ ಮಹಿಳೆ ಬಾಲಕನನ್ನು ಸಾಕಿ ಸಲಹಿದ್ದರೂ ಅವನೇ ಅವರ ಜೀವಕ್ಕೆ ಕುತ್ತು ತಂದಿದ್ದಾನೆ. 17 ವರ್ಷಗಳ ಹಿಂದೆ ಪತಿ ನಿಧನರಾಗಿದ್ದರು. ಮಕ್ಕಳಿಲ್ಲದ ಕಾರಣ ಅನಾಥ ಬಾಲಕನನ್ನು ತಂದು ಸಾಕಿದ್ದರು. ಆರೋಪಿಯ ವಿರುದ್ಧ ಕಠಿಣ ಕ್ರಮ ಕೈಗೊಳ್ಳಬೇಕೆಂದು ಗ್ರಾಮಸ್ಥರು ಒತ್ತಾಯಿಸಿದ್ದಾರೆ. ಮೃತ ಮಹಿಳೆಯ ಅಂತ್ಯಕ್ರಿಯೆ ನೆರವೇರಿಸಲಾಯಿತು. <box>521 618 627 733</box>
forest-tender-ad <box>526 1094 914 1484</box>
story5-body-c: ಮೇಲ್ನೋಟಕ್ಕೆ ಆರೋಪಿ ಪೂರ್ವಯೋಜಿತವಾಗಿ ಕೃತ್ಯ ಎಸಗಿರುವುದು ಕಂಡುಬಂದಿದೆ. ಕೃತ್ಯದ ಬಳಿಕ ಆರೋಪಿ ಪರಾರಿಯಾಗಲು ಯತ್ನಿಸಿದ್ದ. ಸ್ಥಳೀಯರ ಸಹಾಯದಿಂದ ಆತನನ್ನು ವಶಕ್ಕೆ ಪಡೆಯಲಾಗಿದೆ. ಪ್ರಕರಣ ದಾಖಲಿಸಿಕೊಂಡು ತನಿಖೆ ಮುಂದುವರಿಸಲಾಗಿದೆ. ಘಟನೆಯಿಂದ ಗ್ರಾಮದಲ್ಲಿ ಆತಂಕದ ವಾತಾವರಣ ನಿರ್ಮಾಣವಾಗಿದೆ. <box>410 618 516 733</box>
forest-phone: ದೂರವಾಣಿ ಸಂಖ್ಯೆ: 08394-200243 <box>632 1161 808 1175</box>
gescom-banner: ಅಲ್ಪಾವಧಿ ಇ-ಪ್ರೊಕ್ಯೂರ್‌ಮೆಂಟ್ ಟೆಂಡರ್ ಪ್ರಕಟಣೆ <box>171 1213 481 1235</box>
story4-dateline: ಸುವರ್ಣವಾಹಿನಿ ಸುದ್ದಿ <box>188 351 247 361</box>
story4-headline: ಜಾತಿ ಸಮೀಕ್ಷೆಯಲ್ಲಿ ಕುರುಬ ಎಂದು ಬರೆಸಲು ಕೆ.ಮೋಹನ್ ಮನವಿ <box>263 328 528 343</box>
child-name: ಹೃತ್ವಿಕ್ ರಾಜ್ <box>788 873 854 889</box>
story3-headline-box <box>30 325 180 361</box>
gescom-org: ಗುಲ್ಬರ್ಗಾ ವಿದ್ಯುಚ್ಛಕ್ತಿ ಸರಬರಾಜು ಕಂಪನಿ ನಿಯಮಿತ <box>169 1101 406 1117</box>
greeting-line-3: ಶುಭಾಶಯಗಳು <box>776 830 860 850</box>
birthday-ad <box>636 675 914 1084</box>
story1-body-under-photo: ಹೊಂದಿದ್ದ ಕಾರಣದಿಂದ ಕುಟುಂಬಕ್ಕೆ ಕೆನರಾ ಬ್ಯಾಂಕ್ ಪ್ರಾದೇಶಿಕ ಕಚೇರಿ ಅಧಿಕಾರಿಗಳ ಸಹಾಯ ದೊರಕುವಂತಾಯಿತು. ಬಳ್ಳಾರಿಯ ಪ್ರಾದೇಶಿಕ ವ್ಯವಸ್ಥಾಪಕ ಕೆನರಾ ಹೆಚ್.ಎಸ್.ಬಿ.ಸಿ ಸಂಸ್ಥೆಯ ತಕ್ಷಣ ಪ್ರಯತ್ನದಿಂದ ರೂ.10,58,500 ಮೊತ್ತವನ್ನು ವಿಮಾ ಪರಿಹಾರವಾಗಿ ಮಂಜೂರು ಮಾಡಿದ್ದು, ಈ ಮೊತ್ತದ ಚೆಕ್ ನ್ನು ಕುಟುಂಬದವರಿಗೆ ಹಸ್ತಾಂತರಿಸಲಾಯಿತು. <box>176 241 449 286</box>
story3-headline-1: ಜಾತಿ ಜನಗಣತಿಯಲ್ಲಿ ಉಪ್ಪಾರ ಎಂದು <box>30 326 157 338</box>
